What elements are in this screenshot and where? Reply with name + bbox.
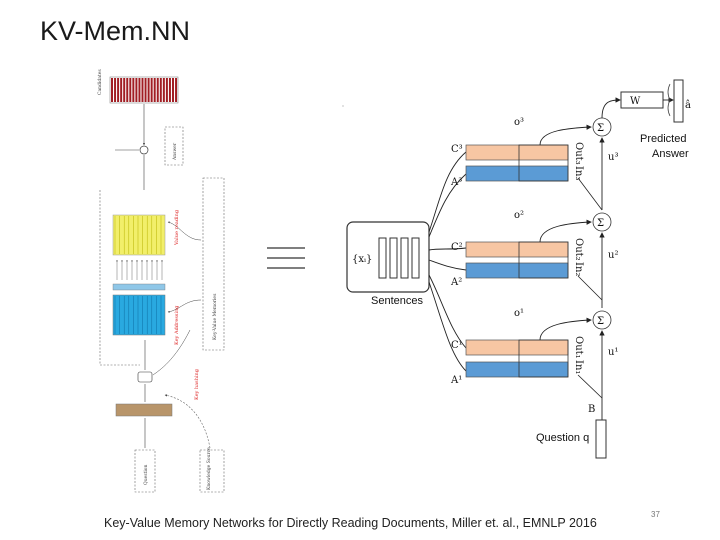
sentences-label: Sentences — [371, 295, 423, 307]
candidates-label: Candidates — [98, 69, 103, 95]
answer-label: Answer — [652, 148, 689, 160]
sum-symbol: Σ — [597, 316, 605, 327]
c1-label: C¹ — [451, 340, 463, 351]
candidates-bar — [110, 77, 178, 103]
candidate-stripe — [132, 78, 134, 102]
c-embedding-bar — [466, 340, 568, 355]
u2-label: u² — [608, 250, 619, 261]
candidate-stripe — [160, 78, 162, 102]
a-embedding-bar — [466, 166, 568, 181]
predicted-label: Predicted — [640, 133, 687, 145]
c-embedding-bar — [466, 145, 568, 160]
candidate-stripe — [157, 78, 159, 102]
w-label: W — [630, 96, 641, 107]
u3-label: u³ — [608, 152, 619, 163]
candidate-stripe — [117, 78, 119, 102]
kv-memories-label: Key-Value Memories — [213, 293, 218, 340]
candidate-stripe — [163, 78, 165, 102]
value-memory-block — [113, 215, 165, 255]
a1-label: A¹ — [451, 375, 463, 386]
sentence-slot — [412, 238, 419, 278]
candidate-stripe — [114, 78, 116, 102]
a3-label: A³ — [451, 177, 463, 188]
hop-3 — [450, 117, 618, 210]
candidate-stripe — [148, 78, 150, 102]
query-node — [138, 372, 152, 382]
candidate-stripe — [142, 78, 144, 102]
key-addressing-label: Key Addressing — [174, 305, 180, 345]
in3-label: In₃ — [573, 166, 584, 181]
query-strip — [113, 284, 165, 290]
out1-label: Out₁ — [573, 336, 584, 359]
question-label-left: Question — [144, 464, 149, 485]
w-matrix — [621, 92, 663, 108]
sentence-slot — [379, 238, 386, 278]
b-label: B — [588, 404, 596, 415]
o3-label: o³ — [514, 117, 525, 128]
sum-symbol: Σ — [597, 123, 605, 134]
in1-label: In₁ — [573, 360, 584, 375]
c2-label: C² — [451, 242, 463, 253]
out2-label: Out₂ — [573, 238, 584, 261]
equivalence-sign — [267, 248, 305, 268]
hop-2 — [450, 210, 618, 308]
candidate-stripe — [135, 78, 137, 102]
candidate-stripe — [111, 78, 113, 102]
u1-label: u¹ — [608, 347, 619, 358]
a-embedding-bar — [466, 362, 568, 377]
candidate-stripe — [126, 78, 128, 102]
memnn-figure — [347, 80, 691, 458]
candidate-stripe — [172, 78, 174, 102]
answer-label: Answer — [173, 142, 178, 160]
kv-memnn-figure — [97, 69, 224, 492]
key-hashing-label: Key hashing — [194, 369, 200, 400]
candidate-stripe — [120, 78, 122, 102]
a2-label: A² — [451, 277, 463, 288]
o2-label: o² — [514, 210, 525, 221]
candidate-stripe — [145, 78, 147, 102]
question-vector — [596, 420, 606, 458]
candidate-stripe — [154, 78, 156, 102]
value-reading-label: Value reading — [174, 209, 180, 245]
candidate-stripe — [138, 78, 140, 102]
citation-caption: Key-Value Memory Networks for Directly Reading Documents, Miller et. al., EMNLP 2016 — [104, 516, 597, 530]
in2-label: In₂ — [573, 262, 584, 277]
knowledge-source-box — [200, 450, 224, 492]
candidate-stripe — [169, 78, 171, 102]
candidate-stripe — [129, 78, 131, 102]
slide-title: KV-Mem.NN — [40, 16, 191, 46]
sentences-symbol: {xᵢ} — [352, 254, 373, 265]
candidate-stripe — [175, 78, 177, 102]
candidate-stripe — [151, 78, 153, 102]
c-embedding-bar — [466, 242, 568, 257]
candidate-stripe — [123, 78, 125, 102]
question-label: Question q — [536, 432, 590, 444]
key-memory-block — [113, 295, 165, 335]
answer-hat-label: â — [685, 100, 691, 111]
answer-vector — [674, 80, 683, 122]
embedding-bar — [116, 404, 172, 416]
sentence-slot — [390, 238, 397, 278]
page-number: 37 — [651, 510, 660, 519]
a-embedding-bar — [466, 263, 568, 278]
sentence-slot — [401, 238, 408, 278]
hop-1 — [450, 308, 618, 400]
o1-label: o¹ — [514, 308, 525, 319]
knowledge-source-label: Knowledge Source — [207, 447, 212, 490]
candidate-stripe — [166, 78, 168, 102]
c3-label: C³ — [451, 144, 463, 155]
sum-node — [140, 146, 148, 154]
sum-symbol: Σ — [597, 218, 605, 229]
out3-label: Out₃ — [573, 142, 584, 165]
